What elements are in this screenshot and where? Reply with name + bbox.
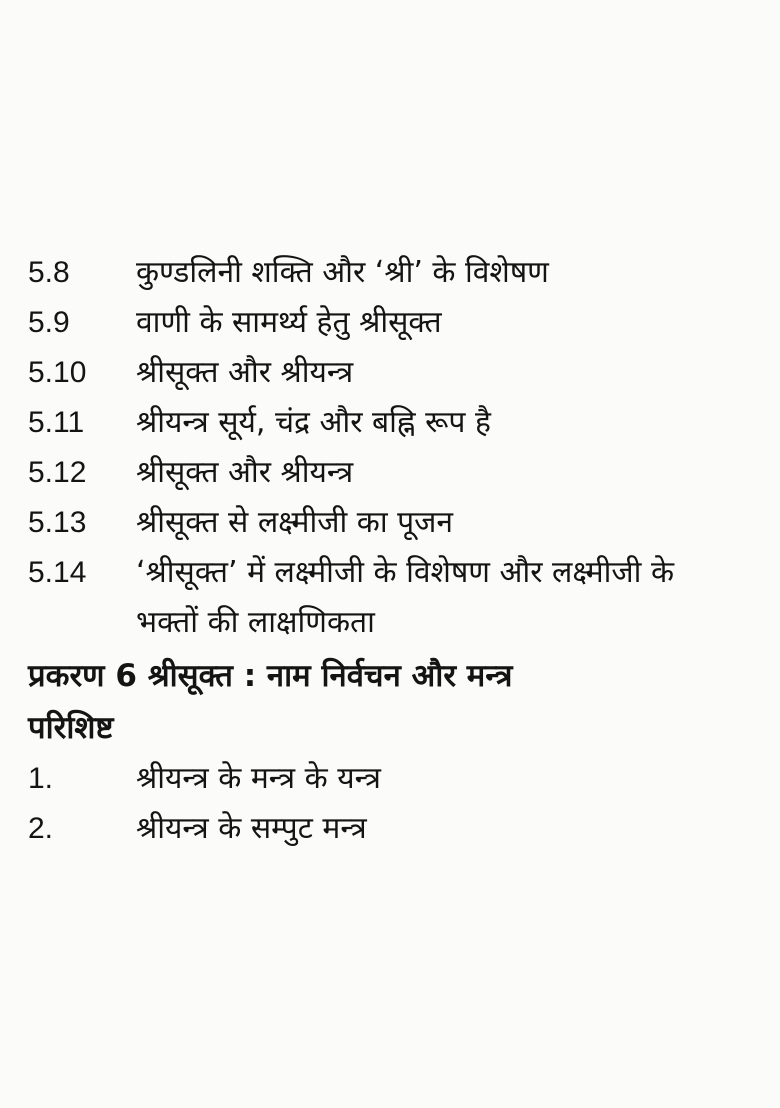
toc-entry-5-8 bbox=[28, 248, 768, 298]
toc-entry-number: 5.14 bbox=[28, 556, 87, 589]
toc-entry-number: 5.11 bbox=[28, 406, 85, 439]
appendix-entry-title: श्रीयन्त्र के मन्त्र के यन्त्र bbox=[136, 761, 381, 796]
appendix-entry-1 bbox=[28, 754, 768, 804]
toc-entry-title: श्रीयन्त्र सूर्य, चंद्र और बह्नि रूप है bbox=[136, 405, 491, 440]
toc-entry-title-line-2: भक्तों की लाक्षणिकता bbox=[136, 605, 375, 640]
chapter-heading: प्रकरण 6 श्रीसूक्त : नाम निर्वचन और मन्त्र bbox=[28, 658, 513, 694]
toc-entry-number: 5.12 bbox=[28, 456, 87, 489]
toc-entry-title bbox=[136, 548, 768, 648]
toc-entry-5-14 bbox=[28, 548, 768, 648]
appendix-entry-number: 2. bbox=[28, 812, 54, 845]
toc-entry-5-12 bbox=[28, 448, 768, 498]
toc-entry-5-13 bbox=[28, 498, 768, 548]
toc-entry-number: 5.10 bbox=[28, 356, 87, 389]
toc-entry-number: 5.13 bbox=[28, 506, 87, 539]
toc-entry-title: श्रीसूक्त से लक्ष्मीजी का पूजन bbox=[136, 505, 454, 540]
table-of-contents bbox=[28, 248, 768, 854]
appendix-heading: परिशिष्ट bbox=[28, 710, 114, 746]
toc-entry-5-9 bbox=[28, 298, 768, 348]
appendix-entry-title: श्रीयन्त्र के सम्पुट मन्त्र bbox=[136, 811, 367, 846]
toc-entry-title: श्रीसूक्त और श्रीयन्त्र bbox=[136, 455, 354, 490]
toc-entry-5-10 bbox=[28, 348, 768, 398]
toc-entry-number: 5.8 bbox=[28, 256, 70, 289]
toc-entry-title: श्रीसूक्त और श्रीयन्त्र bbox=[136, 355, 354, 390]
toc-entry-5-11 bbox=[28, 398, 768, 448]
toc-entry-title: कुण्डलिनी शक्ति और ‘श्री’ के विशेषण bbox=[136, 255, 549, 290]
appendix-entry-2 bbox=[28, 804, 768, 854]
appendix-entry-number: 1. bbox=[28, 762, 54, 795]
toc-entry-number: 5.9 bbox=[28, 306, 70, 339]
toc-entry-title-line-1: ‘श्रीसूक्त’ में लक्ष्मीजी के विशेषण और लक्ष्मीजी के bbox=[136, 555, 675, 590]
toc-entry-title: वाणी के सामर्थ्य हेतु श्रीसूक्त bbox=[136, 305, 442, 340]
